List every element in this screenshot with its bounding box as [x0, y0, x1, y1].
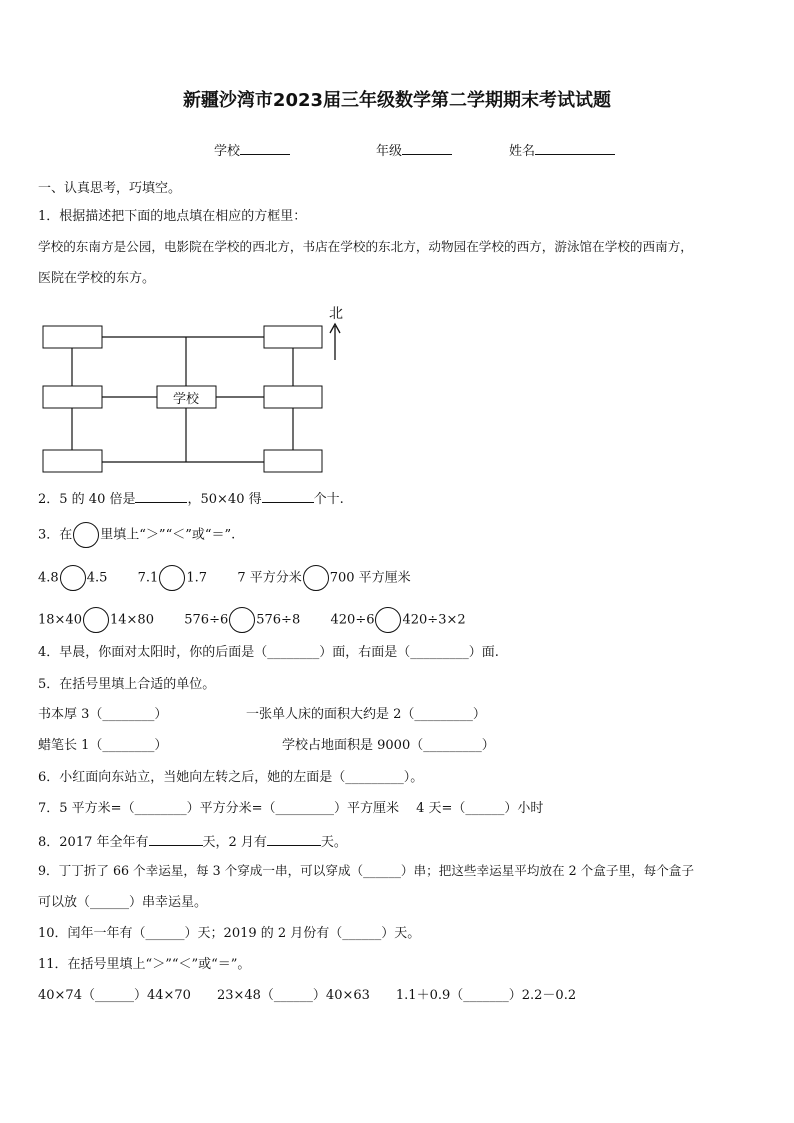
- q8: [38, 831, 347, 852]
- map-box-west[interactable]: [43, 386, 102, 408]
- compare-circle[interactable]: [375, 607, 401, 633]
- q2-part-a: 2．5 的 40 倍是: [38, 492, 136, 507]
- q5-row1-right: 一张单人床的面积大约是 2（_________）: [246, 707, 486, 722]
- q3-r1-left-3: 7 平方分米: [237, 570, 302, 586]
- q2-part-c: 个十.: [313, 492, 344, 507]
- q8-part-b: 天，2 月有: [202, 835, 267, 850]
- q3-stem: [38, 522, 235, 548]
- q8-blank-1[interactable]: [149, 831, 203, 846]
- circle-icon: [73, 522, 99, 548]
- q6: 6．小红面向东站立，当她向左转之后，她的左面是（_________）。: [38, 770, 424, 785]
- q3-r2-right-2: 576÷8: [256, 612, 301, 628]
- map-box-north[interactable]: [264, 326, 322, 348]
- q9-line2: 可以放（______）串幸运星。: [38, 895, 208, 910]
- grade-field: [376, 140, 452, 159]
- name-field: [509, 140, 615, 159]
- q8-part-a: 8．2017 年全年有: [38, 835, 149, 850]
- q3-r2-left-1: 18×40: [38, 612, 82, 628]
- q4: 4．早晨，你面对太阳时，你的后面是（________）面，右面是（_________）面.: [38, 645, 499, 660]
- school-label: 学校: [214, 144, 241, 159]
- q3-row-2: [38, 607, 466, 633]
- q3-r2-right-1: 14×80: [109, 612, 154, 628]
- map-box-southwest[interactable]: [43, 450, 102, 472]
- q8-part-c: 天。: [320, 835, 347, 850]
- q3-part-a: 3．在: [38, 527, 73, 543]
- q1-desc-line1: 学校的东南方是公园，电影院在学校的西北方，书店在学校的东北方，动物园在学校的西方，游泳馆在学校的西南方，: [38, 239, 693, 254]
- compare-circle[interactable]: [83, 607, 109, 633]
- q1-stem: 1．根据描述把下面的地点填在相应的方框里：: [38, 209, 307, 224]
- north-arrow-icon: [330, 324, 340, 360]
- q3-row-1: [38, 565, 411, 591]
- q3-r2-left-2: 576÷6: [184, 612, 229, 628]
- map-box-east[interactable]: [264, 386, 322, 408]
- q11-stem: 11．在括号里填上“＞”“＜”或“＝”。: [38, 957, 251, 972]
- north-label: 北: [329, 306, 343, 322]
- q3-r1-left-2: 7.1: [137, 570, 159, 586]
- grade-blank[interactable]: [402, 140, 452, 155]
- q3-r1-right-2: 1.7: [186, 570, 208, 586]
- q5-row1-left: 书本厚 3（________）: [38, 707, 168, 722]
- compare-circle[interactable]: [159, 565, 185, 591]
- map-school-label: 学校: [172, 392, 200, 407]
- name-blank[interactable]: [535, 140, 615, 155]
- q3-r1-right-3: 700 平方厘米: [329, 570, 411, 586]
- map-box-northwest[interactable]: [43, 326, 102, 348]
- compare-circle[interactable]: [60, 565, 86, 591]
- name-label: 姓名: [509, 144, 536, 159]
- q5-stem: 5．在括号里填上合适的单位。: [38, 677, 216, 692]
- page-title: 新疆沙湾市2023届三年级数学第二学期期末考试试题: [182, 90, 612, 111]
- school-field: [214, 140, 290, 159]
- q9-line1: 9．丁丁折了 66 个幸运星，每 3 个穿成一串，可以穿成（______）串；把这些幸运星平均放在 2 个盒子里，每个盒子: [38, 863, 694, 878]
- q3-r2-right-3: 420÷3×2: [402, 612, 466, 628]
- q11-row: 40×74（______）44×70 23×48（______）40×63 1.1＋0.9（_______）2.2－0.2: [38, 988, 577, 1003]
- direction-map: [36, 300, 356, 480]
- q3-r2-left-3: 420÷6: [330, 612, 375, 628]
- q5-row2-left: 蜡笔长 1（________）: [38, 738, 168, 753]
- q7: 7．5 平方米=（________）平方分米=（_________）平方厘米 4 天=（______）小时: [38, 801, 544, 816]
- school-blank[interactable]: [240, 140, 290, 155]
- compare-circle[interactable]: [229, 607, 255, 633]
- q1-desc-line2: 医院在学校的东方。: [38, 271, 156, 286]
- q5-row2-right: 学校占地面积是 9000（_________）: [282, 738, 495, 753]
- q2-blank-1[interactable]: [135, 488, 187, 503]
- compare-circle[interactable]: [303, 565, 329, 591]
- section-heading: 一、认真思考，巧填空。: [38, 181, 182, 196]
- grade-label: 年级: [376, 144, 403, 159]
- q3-r1-left-1: 4.8: [38, 570, 59, 586]
- q3-part-b: 里填上“＞”“＜”或“＝”.: [100, 527, 236, 543]
- q3-r1-right-1: 4.5: [86, 570, 108, 586]
- map-box-southeast[interactable]: [264, 450, 322, 472]
- q2-blank-2[interactable]: [262, 488, 314, 503]
- q2: [38, 488, 344, 509]
- q8-blank-2[interactable]: [267, 831, 321, 846]
- q10: 10．闰年一年有（______）天；2019 的 2 月份有（______）天。: [38, 926, 421, 941]
- q2-part-b: ，50×40 得: [187, 492, 262, 507]
